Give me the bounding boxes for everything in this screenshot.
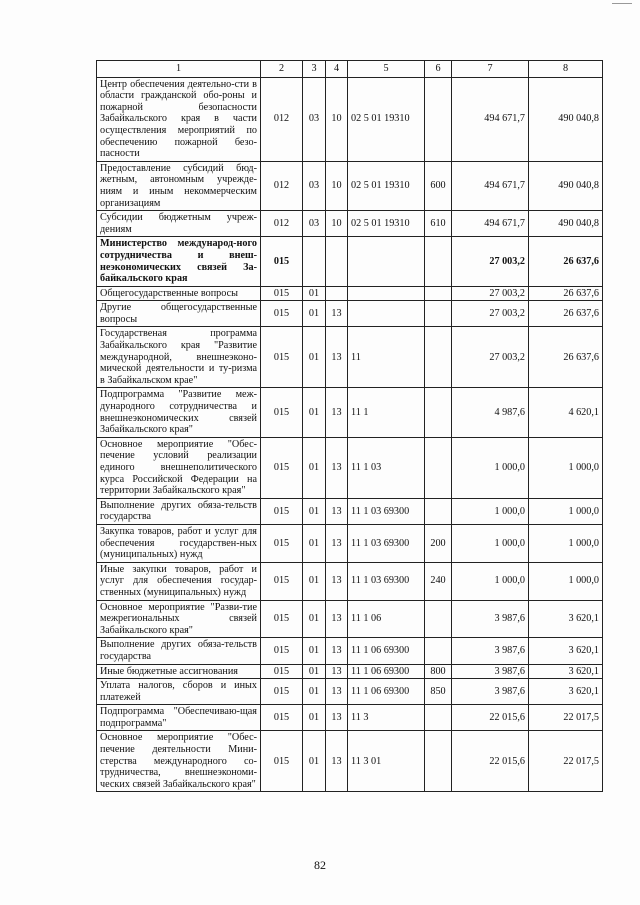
expense-type-cell [425,437,452,498]
subsection-code-cell [326,237,348,286]
target-article-cell: 11 1 06 [348,600,425,638]
table-row [97,388,603,437]
target-article-cell: 11 1 [348,388,425,437]
target-article-cell: 11 1 03 69300 [348,524,425,562]
row-name-cell: Иные бюджетные ассигнования [97,664,261,679]
section-code-cell: 01 [303,498,326,524]
table-row [97,437,603,498]
ministry-code-cell: 015 [261,638,303,664]
amount-year1-cell: 4 987,6 [452,388,529,437]
row-name-cell: Основное мероприятие "Обес-печение деятельности Мини-стерства международного со-трудничества, внешнеэкономи-ческих связей Забайкальского края" [97,731,261,792]
table-row [97,524,603,562]
subsection-code-cell: 13 [326,600,348,638]
section-code-cell: 01 [303,679,326,705]
row-name-cell: Выполнение других обяза-тельств государства [97,498,261,524]
target-article-cell: 11 1 06 69300 [348,638,425,664]
expense-type-cell [425,638,452,664]
section-code-cell: 01 [303,731,326,792]
scan-edge-mark [612,3,632,4]
subsection-code-cell: 13 [326,562,348,600]
ministry-code-cell: 015 [261,524,303,562]
ministry-code-cell: 015 [261,664,303,679]
expense-type-cell: 200 [425,524,452,562]
amount-year1-cell: 1 000,0 [452,562,529,600]
amount-year2-cell: 26 637,6 [529,286,603,301]
amount-year1-cell: 27 003,2 [452,286,529,301]
target-article-cell: 11 3 [348,705,425,731]
col-header-2: 2 [261,61,303,78]
table-row [97,562,603,600]
expense-type-cell: 800 [425,664,452,679]
col-header-7: 7 [452,61,529,78]
table-row [97,237,603,286]
ministry-code-cell: 015 [261,327,303,388]
table-row [97,286,603,301]
table-row [97,638,603,664]
amount-year2-cell: 490 040,8 [529,211,603,237]
target-article-cell: 02 5 01 19310 [348,161,425,210]
amount-year1-cell: 3 987,6 [452,679,529,705]
amount-year2-cell: 1 000,0 [529,562,603,600]
expense-type-cell: 850 [425,679,452,705]
subsection-code-cell: 13 [326,327,348,388]
table-row [97,731,603,792]
ministry-code-cell: 015 [261,679,303,705]
col-header-4: 4 [326,61,348,78]
subsection-code-cell: 13 [326,664,348,679]
row-name-cell: Основное мероприятие "Разви-тие межрегиональных связей Забайкальского края" [97,600,261,638]
row-name-cell: Другие общегосударственные вопросы [97,301,261,327]
subsection-code-cell: 13 [326,524,348,562]
subsection-code-cell: 13 [326,301,348,327]
section-code-cell: 01 [303,664,326,679]
amount-year2-cell: 26 637,6 [529,301,603,327]
expense-type-cell [425,731,452,792]
amount-year1-cell: 27 003,2 [452,301,529,327]
target-article-cell: 11 1 03 69300 [348,562,425,600]
amount-year1-cell: 27 003,2 [452,237,529,286]
col-header-5: 5 [348,61,425,78]
subsection-code-cell: 13 [326,731,348,792]
expense-type-cell [425,498,452,524]
col-header-6: 6 [425,61,452,78]
col-header-3: 3 [303,61,326,78]
amount-year1-cell: 22 015,6 [452,705,529,731]
amount-year1-cell: 1 000,0 [452,437,529,498]
amount-year1-cell: 3 987,6 [452,664,529,679]
amount-year2-cell: 1 000,0 [529,437,603,498]
expense-type-cell [425,301,452,327]
ministry-code-cell: 015 [261,498,303,524]
row-name-cell: Уплата налогов, сборов и иных платежей [97,679,261,705]
table-row [97,705,603,731]
amount-year2-cell: 26 637,6 [529,237,603,286]
row-name-cell: Выполнение других обяза-тельств государства [97,638,261,664]
row-name-cell: Предоставление субсидий бюд-жетным, автономным учрежде-ниям и иным некоммерческим организациям [97,161,261,210]
table-row [97,161,603,210]
target-article-cell [348,301,425,327]
amount-year2-cell: 3 620,1 [529,638,603,664]
section-code-cell: 01 [303,705,326,731]
section-code-cell: 01 [303,600,326,638]
section-code-cell: 01 [303,562,326,600]
expense-type-cell: 240 [425,562,452,600]
row-name-cell: Общегосударственные вопросы [97,286,261,301]
ministry-code-cell: 012 [261,77,303,161]
section-code-cell: 01 [303,301,326,327]
ministry-code-cell: 015 [261,437,303,498]
subsection-code-cell [326,286,348,301]
amount-year1-cell: 494 671,7 [452,161,529,210]
table-row [97,600,603,638]
ministry-code-cell: 015 [261,731,303,792]
row-name-cell: Министерство международ-ного сотрудничества и внеш-неэкономических связей За-байкальского края [97,237,261,286]
expense-type-cell [425,388,452,437]
page-number: 82 [314,858,326,872]
amount-year2-cell: 1 000,0 [529,524,603,562]
amount-year1-cell: 494 671,7 [452,77,529,161]
table-row [97,679,603,705]
row-name-cell: Центр обеспечения деятельно-сти в области гражданской обо-роны и пожарной безопасности Забайкальского края в части осуществления мероприятий по обеспечению пожарной безо-пасности [97,77,261,161]
table-row [97,211,603,237]
target-article-cell: 11 [348,327,425,388]
ministry-code-cell: 015 [261,237,303,286]
amount-year1-cell: 1 000,0 [452,524,529,562]
subsection-code-cell: 13 [326,705,348,731]
amount-year2-cell: 4 620,1 [529,388,603,437]
row-name-cell: Государственая программа Забайкальского края "Развитие международной, внешнеэконо-мической деятельности и ту-ризма в Забайкальском крае" [97,327,261,388]
amount-year2-cell: 22 017,5 [529,705,603,731]
table-body [97,77,603,792]
amount-year1-cell: 3 987,6 [452,638,529,664]
amount-year2-cell: 1 000,0 [529,498,603,524]
ministry-code-cell: 015 [261,705,303,731]
subsection-code-cell: 10 [326,161,348,210]
section-code-cell: 01 [303,388,326,437]
target-article-cell: 11 1 03 69300 [348,498,425,524]
section-code-cell: 01 [303,524,326,562]
col-header-1: 1 [97,61,261,78]
target-article-cell: 11 1 06 69300 [348,664,425,679]
expense-type-cell [425,237,452,286]
ministry-code-cell: 015 [261,562,303,600]
amount-year2-cell: 26 637,6 [529,327,603,388]
expense-type-cell [425,327,452,388]
row-name-cell: Закупка товаров, работ и услуг для обеспечения государствен-ных (муниципальных) нужд [97,524,261,562]
amount-year1-cell: 22 015,6 [452,731,529,792]
table-row [97,498,603,524]
row-name-cell: Иные закупки товаров, работ и услуг для обеспечения государ-ственных (муниципальных) нужд [97,562,261,600]
table-row [97,664,603,679]
row-name-cell: Подпрограмма "Развитие меж-дународного сотрудничества и внешнеэкономических связей Забайкальского края" [97,388,261,437]
section-code-cell: 01 [303,638,326,664]
section-code-cell: 01 [303,286,326,301]
section-code-cell [303,237,326,286]
expense-type-cell [425,600,452,638]
expense-type-cell [425,705,452,731]
subsection-code-cell: 10 [326,211,348,237]
section-code-cell: 01 [303,327,326,388]
section-code-cell: 01 [303,437,326,498]
target-article-cell: 11 1 03 [348,437,425,498]
amount-year2-cell: 3 620,1 [529,664,603,679]
ministry-code-cell: 015 [261,286,303,301]
subsection-code-cell: 13 [326,679,348,705]
table-row [97,77,603,161]
expense-type-cell [425,77,452,161]
target-article-cell: 02 5 01 19310 [348,211,425,237]
subsection-code-cell: 10 [326,77,348,161]
expense-type-cell [425,286,452,301]
section-code-cell: 03 [303,161,326,210]
subsection-code-cell: 13 [326,437,348,498]
budget-table [96,60,603,792]
target-article-cell: 11 1 06 69300 [348,679,425,705]
amount-year1-cell: 494 671,7 [452,211,529,237]
col-header-8: 8 [529,61,603,78]
column-number-row [97,61,603,78]
subsection-code-cell: 13 [326,388,348,437]
subsection-code-cell: 13 [326,638,348,664]
ministry-code-cell: 015 [261,600,303,638]
target-article-cell [348,286,425,301]
amount-year1-cell: 1 000,0 [452,498,529,524]
amount-year2-cell: 3 620,1 [529,679,603,705]
amount-year2-cell: 22 017,5 [529,731,603,792]
row-name-cell: Субсидии бюджетным учреж-дениям [97,211,261,237]
amount-year1-cell: 3 987,6 [452,600,529,638]
expense-type-cell: 600 [425,161,452,210]
table-row [97,301,603,327]
amount-year2-cell: 490 040,8 [529,77,603,161]
target-article-cell [348,237,425,286]
amount-year2-cell: 3 620,1 [529,600,603,638]
row-name-cell: Основное мероприятие "Обес-печение условий реализации единого внешнеполитического курса Российской Федерации на территории Забайкальского края" [97,437,261,498]
ministry-code-cell: 015 [261,301,303,327]
ministry-code-cell: 015 [261,388,303,437]
expense-type-cell: 610 [425,211,452,237]
row-name-cell: Подпрограмма "Обеспечиваю-щая подпрограмма" [97,705,261,731]
ministry-code-cell: 012 [261,161,303,210]
table-row [97,327,603,388]
target-article-cell: 11 3 01 [348,731,425,792]
amount-year2-cell: 490 040,8 [529,161,603,210]
section-code-cell: 03 [303,211,326,237]
amount-year1-cell: 27 003,2 [452,327,529,388]
ministry-code-cell: 012 [261,211,303,237]
target-article-cell: 02 5 01 19310 [348,77,425,161]
subsection-code-cell: 13 [326,498,348,524]
section-code-cell: 03 [303,77,326,161]
